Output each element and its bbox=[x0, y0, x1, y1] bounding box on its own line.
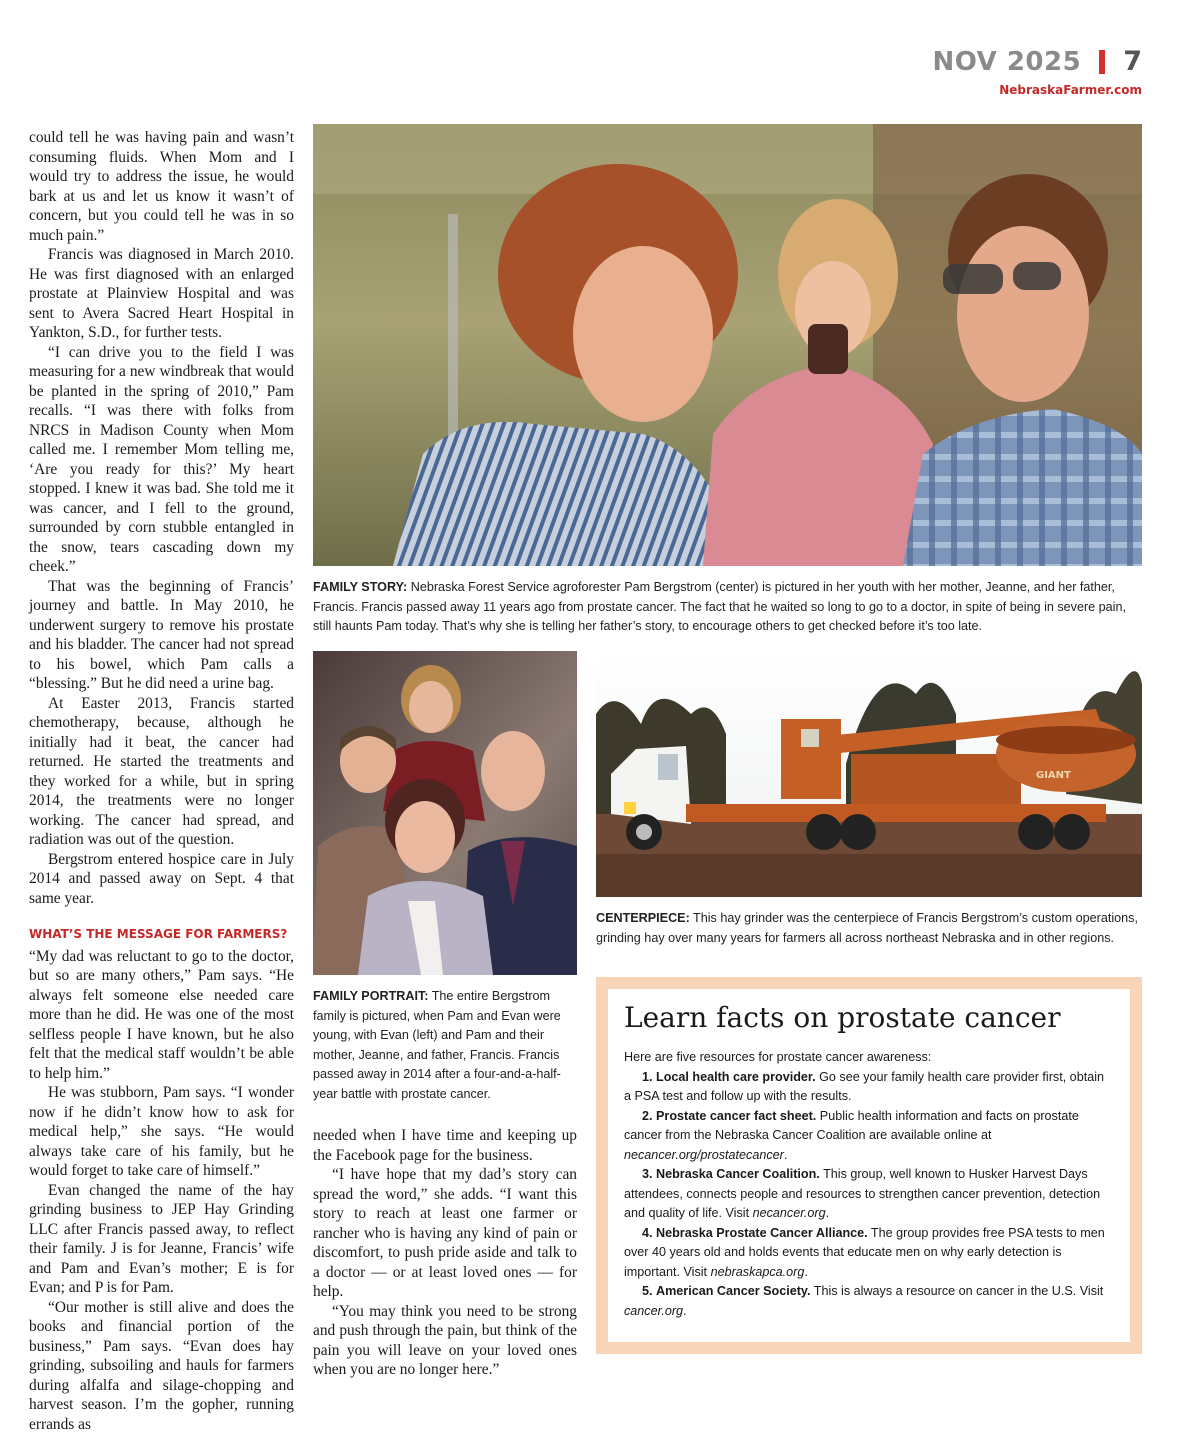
resource-title: American Cancer Society. bbox=[656, 1284, 810, 1298]
caption-text: This hay grinder was the centerpiece of Francis Bergstrom’s custom operations, grinding hay over many years for farmers all across northeast Nebraska and in other regions. bbox=[596, 911, 1138, 945]
paragraph: “My dad was reluctant to go to the doctor, but so are many others,” Pam says. “He always felt someone else needed care more than he did. He was one of the most selfless people I have known, but he also felt that the medical staff wouldn’t be able to help him.” bbox=[29, 947, 294, 1084]
caption-text: Nebraska Forest Service agroforester Pam Bergstrom (center) is pictured in her youth with her mother, Jeanne, and her father, Francis. Francis passed away 11 years ago from prostate cancer. The fact that he waited so long to go to a doctor, in spite of being in severe pain, still haunts Pam today. That’s why she is telling her father’s story, to encourage others to get checked before it’s too late. bbox=[313, 580, 1126, 633]
resource-tail: . bbox=[784, 1148, 788, 1162]
grinder-logo-text: GIANT bbox=[1036, 770, 1071, 781]
paragraph: That was the beginning of Francis’ journey and battle. In May 2010, he underwent surgery to remove his prostate and his bladder. The cancer had not spread to his bowel, which Pam calls a “blessing.” But he did need a urine bag. bbox=[29, 577, 294, 694]
site-link[interactable]: NebraskaFarmer.com bbox=[933, 83, 1143, 97]
header-divider bbox=[1099, 50, 1105, 74]
resource-item bbox=[624, 1165, 1114, 1224]
paragraph: At Easter 2013, Francis started chemotherapy, because, although he initially had it beat, the cancer had returned. He started the treatments and they worked for a while, but in spring 2014, the treatments were no longer working. The cancer had spread, and radiation was out of the question. bbox=[29, 694, 294, 850]
page-header bbox=[933, 46, 1143, 97]
hay-grinder-photo bbox=[596, 654, 1142, 897]
resource-text: This is always a resource on cancer in the U.S. Visit bbox=[810, 1284, 1103, 1298]
resource-item bbox=[624, 1224, 1114, 1283]
issue-date: NOV 2025 bbox=[933, 47, 1082, 77]
resources-sidebar bbox=[596, 977, 1142, 1354]
paragraph: Evan changed the name of the hay grinding business to JEP Hay Grinding LLC after Francis passed away, to reflect their family. J is for Jeanne, Francis’ wife and Pam and Evan’s mother; E is for Evan; and P is for Pam. bbox=[29, 1181, 294, 1298]
section-subhead: WHAT’S THE MESSAGE FOR FARMERS? bbox=[29, 925, 294, 945]
resource-title: Prostate cancer fact sheet. bbox=[656, 1109, 816, 1123]
caption-label: CENTERPIECE: bbox=[596, 911, 690, 925]
resource-number: 5. bbox=[642, 1284, 653, 1298]
left-column bbox=[29, 128, 294, 1434]
paragraph: needed when I have time and keeping up the Facebook page for the business. bbox=[313, 1126, 577, 1165]
resource-item bbox=[624, 1282, 1114, 1321]
resource-link[interactable]: nebraskapca.org bbox=[711, 1265, 805, 1279]
paragraph: “I have hope that my dad’s story can spread the word,” she adds. “I want this story to reach at least one farmer or rancher who is having any kind of pain or discomfort, to push pride aside and talk to a doctor — or at least loved ones — for help. bbox=[313, 1165, 577, 1302]
resource-link[interactable]: necancer.org bbox=[753, 1206, 826, 1220]
resource-title: Nebraska Prostate Cancer Alliance. bbox=[656, 1226, 868, 1240]
sidebar-title: Learn facts on prostate cancer bbox=[624, 1001, 1114, 1034]
sidebar-intro: Here are five resources for prostate cancer awareness: bbox=[624, 1048, 1114, 1068]
resource-title: Local health care provider. bbox=[656, 1070, 816, 1084]
paragraph: Francis was diagnosed in March 2010. He was first diagnosed with an enlarged prostate at Plainview Hospital and was sent to Avera Sacred Heart Hospital in Yankton, S.D., for further tests. bbox=[29, 245, 294, 343]
caption-label: FAMILY PORTRAIT: bbox=[313, 989, 428, 1003]
resource-number: 2. bbox=[642, 1109, 653, 1123]
paragraph: He was stubborn, Pam says. “I wonder now if he didn’t know how to ask for medical help,” she says. “He would always take care of his family, but he would forget to take care of himself.” bbox=[29, 1083, 294, 1181]
resource-text: This group, well known to Husker Harvest Days attendees, connects people and resources to strengthen cancer prevention, detection and quality of life. Visit bbox=[624, 1167, 1100, 1220]
resource-text: Go see your family health care provider first, obtain a PSA test and follow up with the results. bbox=[624, 1070, 1104, 1104]
resource-tail: . bbox=[826, 1206, 830, 1220]
middle-column bbox=[313, 1126, 577, 1380]
paragraph: “I can drive you to the field I was measuring for a new windbreak that would be planted in the spring of 2010,” Pam recalls. “I was there with folks from NRCS in Madison County when Mom called me. I remember Mom telling me, ‘Are you ready for this?’ My heart stopped. I knew it was bad. She told me it was cancer, and I fell to the ground, surrounded by corn stubble entangled in the snow, tears cascading down my cheek.” bbox=[29, 343, 294, 577]
page-number: 7 bbox=[1123, 46, 1142, 77]
resource-link[interactable]: cancer.org bbox=[624, 1304, 683, 1318]
resource-title: Nebraska Cancer Coalition. bbox=[656, 1167, 820, 1181]
caption-label: FAMILY STORY: bbox=[313, 580, 407, 594]
hay-grinder-caption bbox=[596, 909, 1142, 948]
resource-tail: . bbox=[804, 1265, 808, 1279]
resource-number: 1. bbox=[642, 1070, 653, 1084]
sidebar-panel bbox=[608, 989, 1130, 1342]
paragraph: could tell he was having pain and wasn’t consuming fluids. When Mom and I would try to address the issue, he would bark at us and let us know it wasn’t of concern, but you could tell he was in so much pain.” bbox=[29, 128, 294, 245]
resource-link[interactable]: necancer.org/prostatecancer bbox=[624, 1148, 784, 1162]
family-story-caption bbox=[313, 578, 1143, 637]
paragraph: Bergstrom entered hospice care in July 2014 and passed away on Sept. 4 that same year. bbox=[29, 850, 294, 909]
caption-text: The entire Bergstrom family is pictured, when Pam and Evan were young, with Evan (left) and Pam and their mother, Jeanne, and father, Francis. Francis passed away in 2014 after a four-and-a-half-year battle with prostate cancer. bbox=[313, 989, 561, 1101]
resource-text: Public health information and facts on prostate cancer from the Nebraska Cancer Coalition are available online at bbox=[624, 1109, 1079, 1143]
resource-item bbox=[624, 1107, 1114, 1166]
resource-text: The group provides free PSA tests to men over 40 years old and holds events that educate men on why early detection is important. Visit bbox=[624, 1226, 1105, 1279]
family-portrait-photo bbox=[313, 651, 577, 975]
paragraph: “Our mother is still alive and does the books and financial portion of the business,” Pam says. “Evan does hay grinding, subsoiling and hauls for farmers during alfalfa and silage-chopping and harvest season. I’m the gopher, running errands as bbox=[29, 1298, 294, 1434]
resource-number: 3. bbox=[642, 1167, 653, 1181]
resource-tail: . bbox=[683, 1304, 687, 1318]
family-story-photo bbox=[313, 124, 1142, 566]
paragraph: “You may think you need to be strong and push through the pain, but think of the pain you will leave on your loved ones when you are no longer here.” bbox=[313, 1302, 577, 1380]
family-portrait-caption bbox=[313, 987, 575, 1104]
resource-item bbox=[624, 1068, 1114, 1107]
resource-number: 4. bbox=[642, 1226, 653, 1240]
